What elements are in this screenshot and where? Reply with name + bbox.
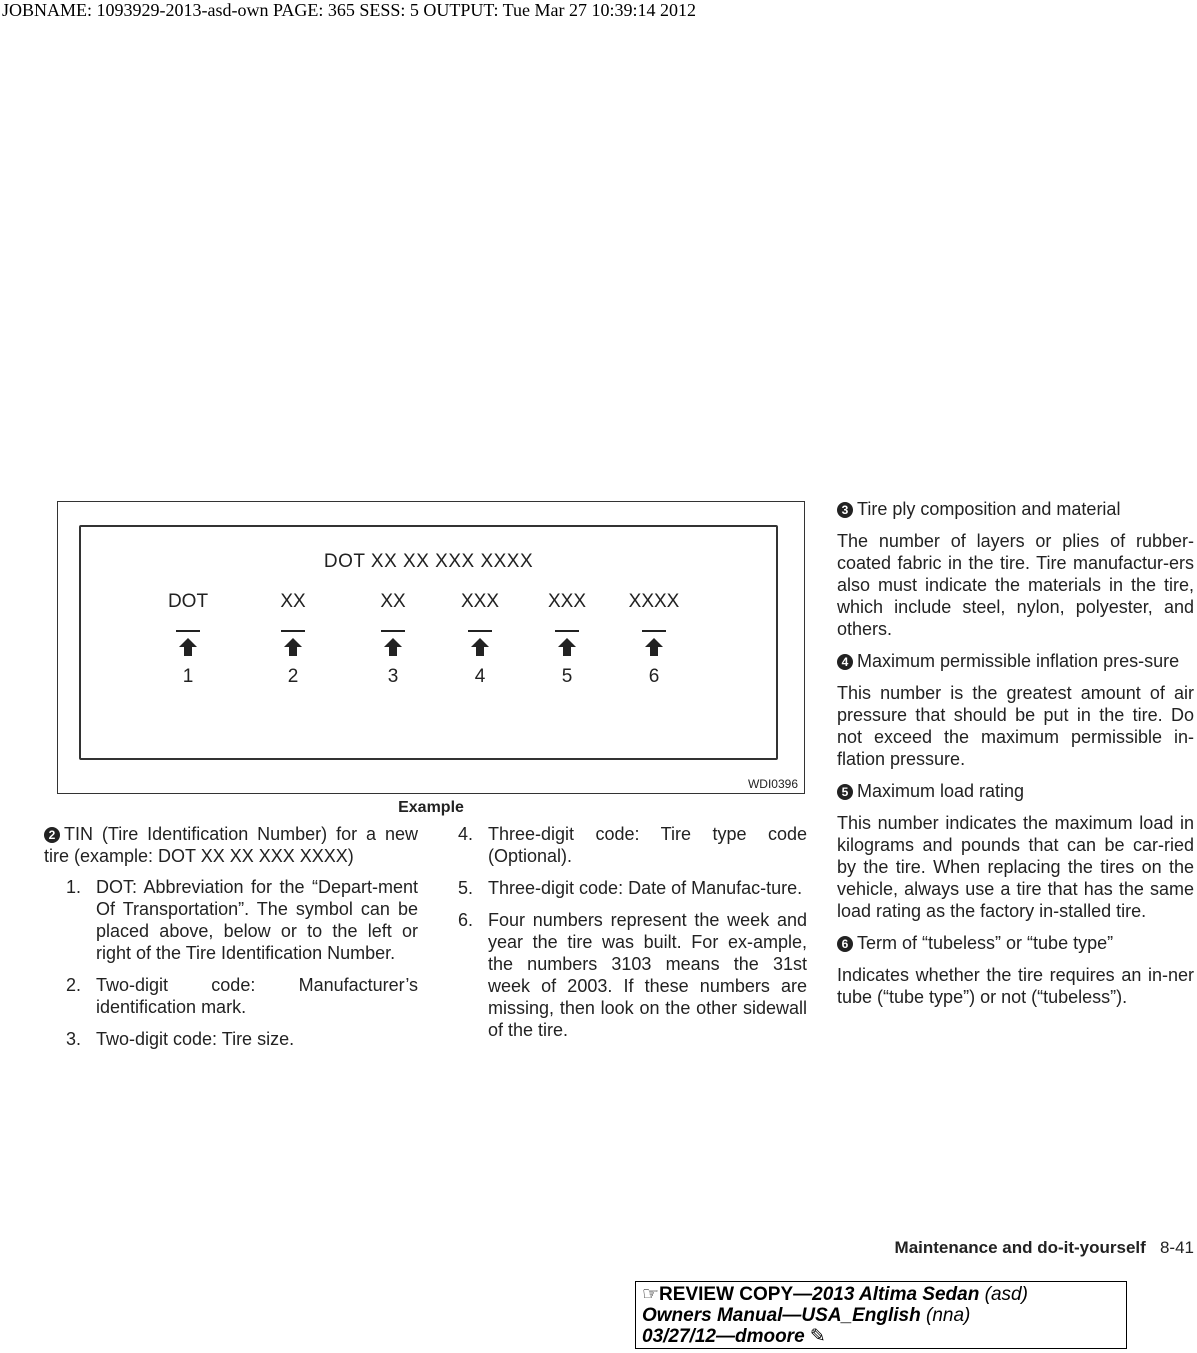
review-copy-box [635,1281,1127,1349]
review-date: 03/27/12—dmoore [642,1326,805,1347]
manual-name: Owners Manual—USA_English [642,1305,921,1326]
footer-section-title: Maintenance and do-it-yourself [894,1238,1146,1257]
circled-number-icon: 2 [44,827,60,843]
list-item [66,1028,418,1050]
circled-number-icon: 3 [837,502,853,518]
heading-text: Term of “tubeless” or “tube type” [857,933,1114,953]
tin-intro: TIN (Tire Identification Number) for a new tire (example: DOT XX XX XXX XXXX) [44,824,418,866]
column-number: 3 [387,666,399,687]
circled-number-icon: 5 [837,784,853,800]
list-text: DOT: Abbreviation for the “Depart-ment Of Transportation”. The symbol can be placed above, below or to the left or right of the Tire Identification Number. [96,877,418,963]
underline [555,630,579,632]
page-number: 8-41 [1159,1238,1194,1257]
review-line-1 [642,1284,1120,1305]
underline [381,630,405,632]
manual-code: (nna) [920,1305,971,1326]
circled-number-icon: 6 [837,936,853,952]
list-item [66,974,418,1018]
up-arrow-icon [644,637,664,657]
figure-column-2 [253,527,333,727]
figure-code: WDI0396 [747,777,798,791]
column-number: 4 [474,666,486,687]
list-item [458,823,807,867]
section-heading [837,650,1194,672]
section-heading [837,498,1194,520]
column-number: 6 [648,666,660,687]
underline [642,630,666,632]
column-number: 1 [182,666,194,687]
list-item [458,877,807,899]
pointing-hand-icon: ☞ [642,1284,660,1305]
list-text: Three-digit code: Date of Manufac-ture. [488,878,803,898]
vehicle-code: (asd) [979,1284,1028,1305]
figure-column-6 [614,527,694,727]
underline [468,630,492,632]
middle-column [458,823,807,1041]
figure-heading: DOT XX XX XXX XXXX [323,551,534,572]
list-number: 2. [66,975,82,995]
column-label: XX [280,591,306,612]
column-label: DOT [167,591,209,612]
figure-caption: Example [398,799,464,816]
vehicle-name: 2013 Altima Sedan [812,1284,980,1305]
circled-number-icon: 4 [837,654,853,670]
list-item [458,909,807,1041]
list-number: 1. [66,877,82,897]
heading-text: Maximum load rating [857,781,1025,801]
list-number: 6. [458,910,474,930]
list-text: Four numbers represent the week and year the tire was built. For ex-ample, the numbers 3103 means the 31st week of 2003. If these numbers are missing, then look on the other sidewall of the tire. [488,910,807,1040]
section-body: The number of layers or plies of rubber-coated fabric in the tire. Tire manufactur-ers also must indicate the materials in the tire, which include steel, nylon, polyester, and others. [837,531,1194,639]
up-arrow-icon [283,637,303,657]
page-footer [838,1238,1194,1258]
job-header: JOBNAME: 1093929-2013-asd-own PAGE: 365 SESS: 5 OUTPUT: Tue Mar 27 10:39:14 2012 [2,0,696,20]
tin-paragraph [44,823,418,867]
writing-hand-icon: ✎ [804,1326,826,1347]
figure-column-1 [148,527,228,727]
review-line-2 [642,1305,1120,1326]
column-label: XX [380,591,406,612]
column-number: 2 [287,666,299,687]
tin-list [44,876,418,1050]
underline [281,630,305,632]
figure-column-3 [353,527,433,727]
section-body: Indicates whether the tire requires an in-ner tube (“tube type”) or not (“tubeless”). [837,965,1194,1007]
section-body: This number is the greatest amount of air pressure that should be put in the tire. Do not exceed the maximum permissible in-flation pressure. [837,683,1194,769]
list-number: 5. [458,878,474,898]
heading-text: Tire ply composition and material [857,499,1121,519]
figure-column-4 [440,527,520,727]
tire-code-figure [57,501,805,794]
right-column [837,498,1194,1008]
left-column [44,823,418,1050]
list-number: 4. [458,824,474,844]
up-arrow-icon [383,637,403,657]
heading-text: Maximum permissible inflation pres-sure [857,651,1180,671]
list-number: 3. [66,1029,82,1049]
section-heading [837,932,1194,954]
list-text: Three-digit code: Tire type code (Optional). [488,824,807,866]
up-arrow-icon [470,637,490,657]
underline [176,630,200,632]
section-body: This number indicates the maximum load in kilograms and pounds that can be car-ried by the tire. When replacing the tires on the vehicle, always use a tire that has the same load rating as the factory in-stalled tire. [837,813,1194,921]
column-label: XXX [547,591,587,612]
review-label: REVIEW COPY— [659,1284,813,1305]
figure-column-5 [527,527,607,727]
column-label: XXX [460,591,500,612]
column-number: 5 [561,666,573,687]
list-text: Two-digit code: Manufacturer’s identification mark. [96,975,418,1017]
column-label: XXXX [628,591,680,612]
list-item [66,876,418,964]
list-text: Two-digit code: Tire size. [96,1029,295,1049]
up-arrow-icon [178,637,198,657]
figure-frame [79,525,778,760]
review-line-3 [642,1326,1120,1347]
section-heading [837,780,1194,802]
up-arrow-icon [557,637,577,657]
